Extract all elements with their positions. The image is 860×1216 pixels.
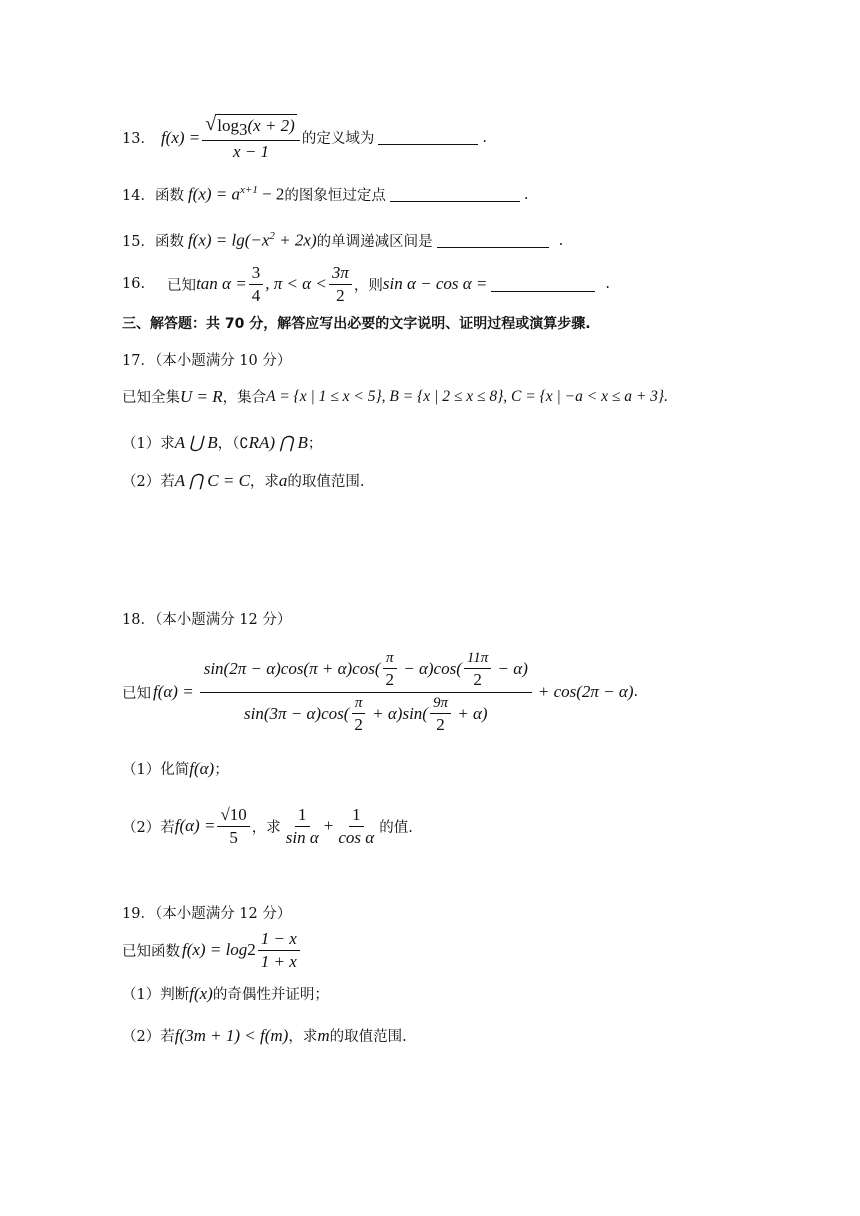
question-18-statement: 已知 f(α) = sin(2π − α)cos(π + α)cos( $\frac{\pi}{2}$ − α)cos( $\frac{11\pi}{2}$ − α) sin(3π − α)cos( $\frac{\pi}{2}$ + α)sin( $\frac{9\pi}{2}$ + α) + cos(2π − α) . (122, 650, 639, 735)
question-text: 的图象恒过定点 (284, 188, 386, 204)
fraction: $\frac{3\pi}{2}$ (329, 263, 352, 305)
question-14: 14． 函数 $f(x) = a^{x+1} - 2$ 的图象恒过定点 . (122, 184, 529, 204)
question-18-part1: （1）化简 f(α) ； (122, 758, 229, 778)
fraction: $\frac{1}{\text{cos α}}$ (338, 805, 375, 847)
question-17-header: 17．（本小题满分 10 分） (122, 353, 292, 369)
formula: $f(x) = a^{x+1} - 2$ (187, 184, 285, 204)
question-13: 13． f(x) = √ $\log_3(x + 2)$ x − 1 的定义域为 . (122, 113, 487, 162)
question-17-part1: （1）求 A ⋃ B ，（∁ R A) ⋂ B ； (122, 432, 323, 452)
question-17-part2: （2）若 A ⋂ C = C ，求 a 的取值范围. (122, 470, 365, 490)
question-16: 16. 已知 tan α = $\frac{3}{4}$ , π < α < $\frac{3\pi}{2}$ ，则 sin α − cos α = . (122, 263, 611, 305)
formula: $f(x) = \lg(-x^2 + 2x)$ (187, 230, 317, 250)
answer-blank[interactable] (491, 277, 595, 292)
fraction: $\frac{1}{\text{sin α}}$ (285, 805, 319, 847)
question-19-statement: 已知函数 f(x) = log 2 $\frac{1 - x}{1 + x}$ (122, 929, 302, 971)
question-text: 的单调递减区间是 (316, 234, 433, 250)
fraction: $\frac{√10}{5}$ (217, 805, 249, 847)
answer-blank[interactable] (390, 187, 520, 202)
big-fraction: sin(2π − α)cos(π + α)cos( $\frac{\pi}{2}$ − α)cos( $\frac{11\pi}{2}$ − α) sin(3π − α)cos( $\frac{\pi}{2}$ + α)sin( $\frac{9\pi}{2}$ + α) (200, 650, 532, 735)
fraction: $\frac{1 - x}{1 + x}$ (258, 929, 300, 971)
question-text: 的定义域为 (301, 131, 375, 148)
question-19-part1: （1）判断 f(x) 的奇偶性并证明； (122, 983, 329, 1003)
question-18-part2: （2）若 f(α) = $\frac{√10}{5}$ ，求 $\frac{1}{\text{sin α}}$ + $\frac{1}{\text{cos α}}$ 的值. (122, 805, 413, 847)
sqrt-expression: √ $\log_3(x + 2)$ (205, 113, 295, 139)
answer-blank[interactable] (378, 130, 478, 145)
fraction: √ $\log_3(x + 2)$ x − 1 (202, 114, 300, 162)
section-heading: 三、解答题：共 70 分，解答应写出必要的文字说明、证明过程或演算步骤. (122, 316, 591, 332)
question-19-header: 19．（本小题满分 12 分） (122, 906, 292, 922)
question-number: 15． (122, 234, 155, 250)
fraction: $\frac{3}{4}$ (249, 263, 264, 305)
question-17-statement: 已知全集 U = R ，集合 A = {x | 1 ≤ x < 5}, B = {x | 2 ≤ x ≤ 8}, C = {x | −a < x ≤ a + 3}. (122, 386, 669, 406)
question-18-header: 18．（本小题满分 12 分） (122, 612, 292, 628)
question-number: 13． (122, 131, 155, 148)
answer-blank[interactable] (437, 233, 549, 248)
question-number: 14． (122, 188, 155, 204)
question-19-part2: （2）若 f(3m + 1) < f(m) ，求 m 的取值范围. (122, 1025, 407, 1045)
question-15: 15． 函数 $f(x) = \lg(-x^2 + 2x)$ 的单调递减区间是 . (122, 230, 564, 250)
formula-lhs: f(x) = (160, 127, 201, 147)
question-number: 16. (122, 276, 146, 293)
